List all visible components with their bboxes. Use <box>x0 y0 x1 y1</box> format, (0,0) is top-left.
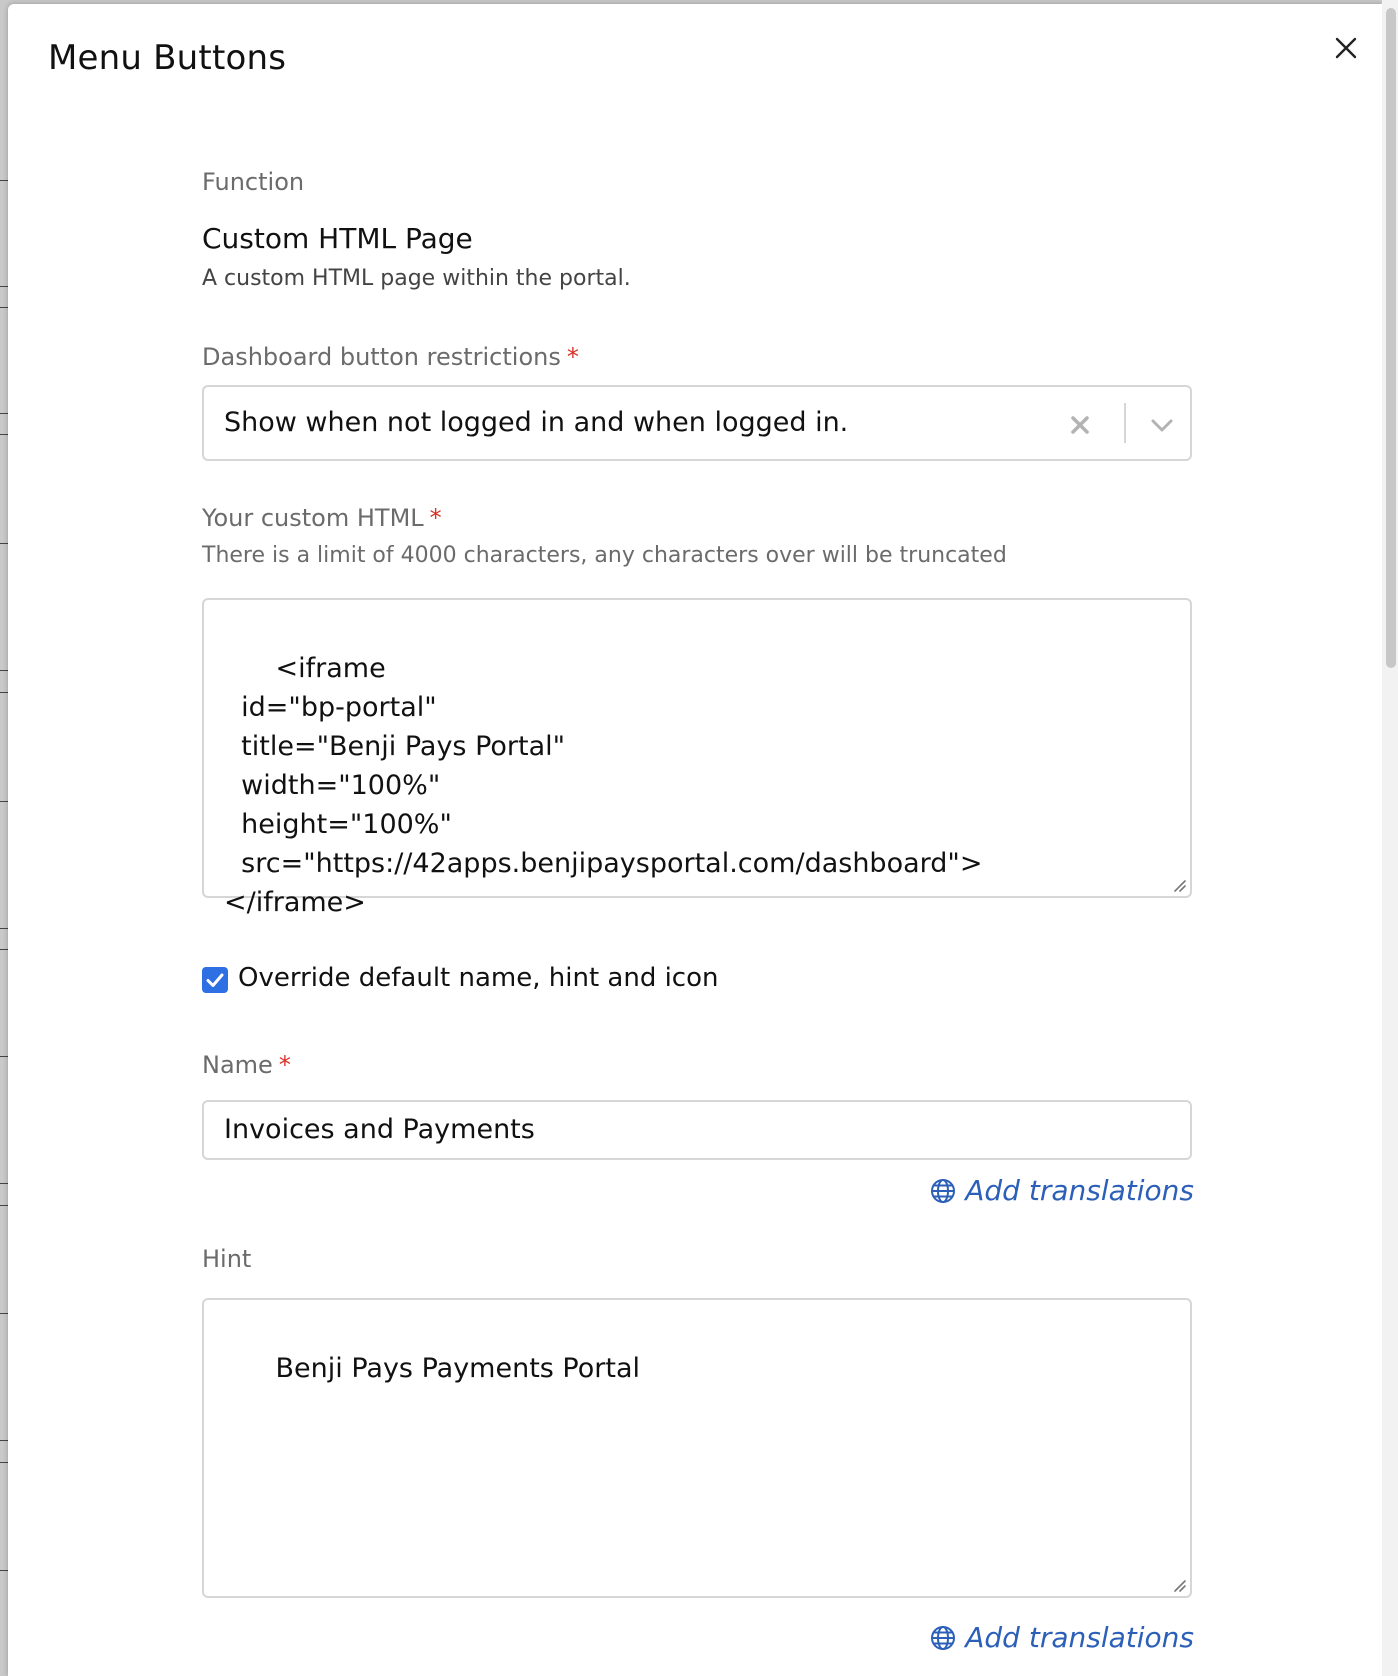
required-marker: * <box>566 343 579 371</box>
chevron-down-icon <box>1146 409 1178 441</box>
function-description: A custom HTML page within the portal. <box>202 266 631 291</box>
name-label <box>202 1051 291 1079</box>
clear-x-icon <box>1064 409 1096 441</box>
backdrop-tick <box>0 801 8 802</box>
backdrop-tick <box>0 180 8 181</box>
backdrop-tick <box>0 692 8 693</box>
custom-html-value: <iframe id="bp-portal" title="Benji Pays Portal" width="100%" height="100%" src="https://42apps.benjipaysportal.com/dashboard"> </iframe> <box>224 653 983 918</box>
backdrop-tick <box>0 670 8 671</box>
backdrop-tick <box>0 307 8 308</box>
backdrop-tick <box>0 949 8 950</box>
backdrop-tick <box>0 1462 8 1463</box>
required-marker: * <box>278 1051 291 1079</box>
globe-icon <box>929 1177 957 1205</box>
override-checkbox-label: Override default name, hint and icon <box>238 963 719 993</box>
name-label-text: Name <box>202 1051 273 1079</box>
name-input-value: Invoices and Payments <box>224 1114 535 1145</box>
scrollbar-thumb[interactable] <box>1386 8 1396 668</box>
function-label: Function <box>202 168 305 196</box>
backdrop-tick <box>0 1313 8 1314</box>
required-marker: * <box>429 504 442 532</box>
backdrop-tick <box>0 543 8 544</box>
override-checkbox[interactable] <box>202 967 228 993</box>
name-add-translations-link[interactable] <box>929 1174 1194 1207</box>
open-dropdown-button[interactable] <box>1146 409 1178 441</box>
custom-html-label-text: Your custom HTML <box>202 504 424 532</box>
checkmark-icon <box>202 967 228 993</box>
hint-add-translations-link[interactable] <box>929 1621 1194 1654</box>
hint-textarea[interactable] <box>202 1298 1192 1598</box>
hint-add-translations-text: Add translations <box>965 1621 1194 1654</box>
backdrop-tick <box>0 286 8 287</box>
backdrop-tick <box>0 928 8 929</box>
restrictions-select[interactable] <box>202 385 1192 461</box>
select-separator <box>1124 403 1126 443</box>
custom-html-label <box>202 504 442 532</box>
hint-label: Hint <box>202 1245 252 1273</box>
backdrop-tick <box>0 1570 8 1571</box>
resize-grip-icon[interactable] <box>1170 876 1186 892</box>
restrictions-selected-value: Show when not logged in and when logged in. <box>224 407 849 438</box>
resize-grip-icon[interactable] <box>1170 1576 1186 1592</box>
custom-html-help-text: There is a limit of 4000 characters, any characters over will be truncated <box>202 543 1007 568</box>
custom-html-textarea[interactable] <box>202 598 1192 918</box>
backdrop-tick <box>0 413 8 414</box>
name-add-translations-text: Add translations <box>965 1174 1194 1207</box>
backdrop-tick <box>0 434 8 435</box>
restrictions-label-text: Dashboard button restrictions <box>202 343 561 371</box>
dialog-title: Menu Buttons <box>48 38 287 78</box>
close-button[interactable] <box>1328 30 1364 66</box>
backdrop-tick <box>0 1056 8 1057</box>
close-icon <box>1328 30 1364 66</box>
backdrop-tick <box>0 1440 8 1441</box>
backdrop-tick <box>0 1205 8 1206</box>
globe-icon <box>929 1624 957 1652</box>
menu-buttons-dialog <box>8 4 1382 1676</box>
function-name: Custom HTML Page <box>202 222 473 255</box>
restrictions-label <box>202 343 579 371</box>
backdrop-tick <box>0 1183 8 1184</box>
clear-selection-button[interactable] <box>1064 409 1096 441</box>
hint-value: Benji Pays Payments Portal <box>275 1353 640 1384</box>
name-input[interactable] <box>202 1100 1192 1160</box>
